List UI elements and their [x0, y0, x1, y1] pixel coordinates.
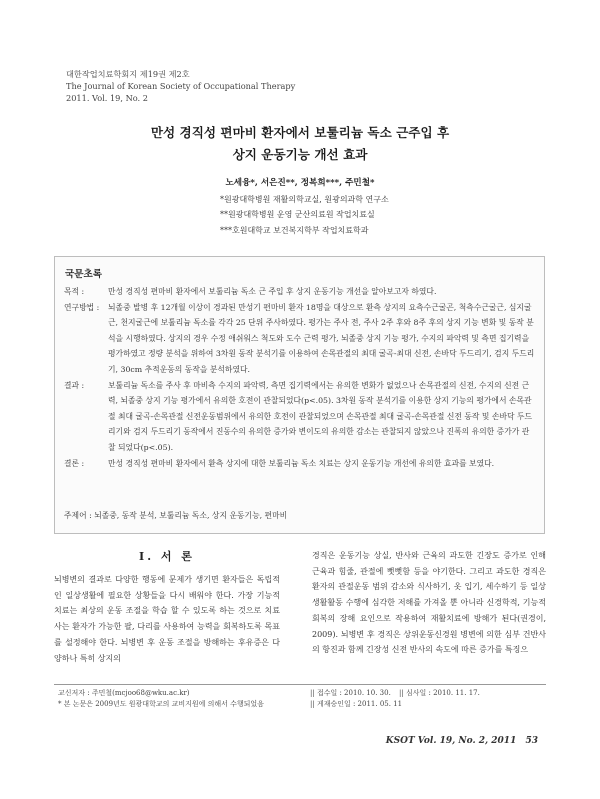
submission-dates — [310, 688, 550, 699]
result-label: 결과 : — [64, 380, 85, 390]
result-text: 보툴리늄 독소를 주사 후 마비측 수지의 파악력, 측면 집기력에서는 유의한 변화가 없었으나 손목관절의 신전, 수지의 신전 근력, 뇌졸중 상지 기능 평가에서 유의한 호전이 관찰되었다(p<.05). 3차원 동작 분석기를 이용한 상지 기능의 평가에서 손목관절 최대 굴곡-손목관절 신전운동범위에서 유의한 호전이 관찰되었으며 손목관절 최대 굴곡-손목관절 신전 동작 및 손바닥 두드리기와 검지 두드리기 동작에서 진동수의 유의한 증가와 변이도의 유의한 감소는 관찰되지 않았으나 진폭의 유의한 증가가 관찰 되었다(p<.05). — [108, 380, 533, 452]
keywords-text: 뇌졸중, 동작 분석, 보툴리늄 독소, 상지 운동기능, 편마비 — [94, 511, 288, 520]
abstract-box — [54, 256, 545, 534]
introduction-left-column: 뇌병변의 결과로 다양한 행동에 문제가 생기면 환자들은 독립적인 일상생활에 필요한 상황들을 다시 배워야 한다. 가장 기능적 치료는 최상의 운동 조절을 학습 할 수 있도록 하는 것으로 치료사는 환자가 가능한 팔, 다리를 사용하여 능력을 회복하도록 목표를 설정해야 한다. 뇌병변 후 운동 조절을 방해하는 후유증은 다양하나 특히 상지의 — [54, 575, 280, 663]
footer-journal: KSOT Vol. 19, No. 2, 2011 — [385, 736, 517, 746]
method-label: 연구방법 : — [64, 302, 100, 312]
affiliation-list — [220, 192, 480, 238]
conclusion-text: 만성 경직성 편마비 환자에서 환측 상지에 대한 보툴리늄 독소 치료는 상지 운동기능 개선에 유의한 효과를 보였다. — [108, 458, 495, 468]
keywords-label: 주제어 : — [64, 511, 92, 520]
conclusion-label: 결론 : — [64, 458, 85, 468]
corresponding-author: 교신저자 : 주민철(mcjoo68@wku.ac.kr) — [58, 689, 190, 697]
method-text: 뇌졸중 발병 후 12개월 이상이 경과된 만성기 편마비 환자 18명을 대상으로 환측 상지의 요측수근굴곤, 척측수근굴근, 심지굴근, 천지굴근에 보툴리늄 독소를 각각 25 단위 주사하였다. 평가는 주사 전, 주사 2주 후와 8주 후의 상지 기능 변화 및 동작 분석을 시행하였다. 상지의 경우 수정 애쉬워스 척도와 도수 근력 평가, 뇌졸중 상지 기능 평가, 수지의 파악력 및 측면 집기력을 평가하였고 정량 분석을 위하여 3차원 동작 분석기를 이용하여 손목관절의 최대 굴곡-최대 신전, 손바닥 두드리기, 검지 두드리기, 30cm 추적운동의 동작을 분석하였다. — [108, 302, 535, 374]
affiliation-3: ***호원대학교 보건복지학부 작업치료학과 — [220, 225, 369, 235]
reviewed-date: || 심사일 : 2010. 11. 17. — [399, 689, 480, 697]
received-date: || 접수일 : 2010. 10. 30. — [310, 689, 391, 697]
abstract-conclusion — [64, 456, 536, 472]
page-number: 53 — [525, 736, 538, 746]
abstract-purpose — [64, 284, 536, 300]
journal-korean-title: 대한작업치료학회지 제19권 제2호 — [66, 69, 190, 79]
journal-header — [66, 68, 366, 104]
abstract-heading: 국문초록 — [65, 269, 103, 280]
title-line-2: 상지 운동기능 개선 효과 — [232, 147, 368, 162]
footnotes-left — [58, 688, 310, 710]
introduction-heading: Ⅰ. 서 론 — [139, 550, 195, 563]
accepted-date: || 게재승인일 : 2011. 05. 11 — [310, 700, 403, 708]
abstract-body — [64, 284, 536, 471]
footnote-divider — [54, 684, 546, 685]
purpose-label: 목적 : — [64, 287, 85, 296]
introduction-right-column: 경직은 운동기능 상실, 반사와 근육의 과도한 긴장도 증가로 인해 근육과 힘줄, 관절에 뻣뻣함 등을 야기한다. 그리고 과도한 경직은 환자의 관절운동 범위 감소와 식사하기, 옷 입기, 세수하기 등 일상생활활동 수행에 심각한 저해를 가져올 뿐 아니라 신경학적, 기능적 회복의 장해 요인으로 작용하여 재활치료에 방해가 된다(권경이, 2009). 뇌병변 후 경직은 상위운동신경원 병변에 의한 심부 건반사의 항진과 함께 긴장성 신전 반사의 속도에 따른 증가를 특징으 — [312, 551, 546, 655]
journal-english-title: The Journal of Korean Society of Occupational Therapy — [66, 81, 296, 91]
affiliation-2: **원광대학병원 운영 군산의료원 작업치료실 — [220, 210, 375, 220]
title-line-1: 만성 경직성 편마비 환자에서 보툴리늄 독소 근주입 후 — [150, 125, 450, 140]
author-list: 노세융*, 서은진**, 정복희***, 주민철* — [225, 178, 375, 188]
footnotes-right — [310, 688, 550, 710]
purpose-text: 만성 경직성 편마비 환자에서 보툴리늄 독소 근 주입 후 상지 운동기능 개선을 알아보고자 하였다. — [108, 287, 437, 296]
affiliation-1: *원광대학병원 재활의학교실, 원광의과학 연구소 — [220, 195, 389, 204]
abstract-method — [64, 300, 536, 378]
page-footer — [386, 736, 538, 746]
paper-title — [40, 122, 560, 166]
keywords-line — [64, 510, 287, 521]
abstract-result — [64, 378, 536, 456]
journal-volume: 2011. Vol. 19, No. 2 — [66, 93, 148, 103]
funding-note: * 본 논문은 2009년도 원광대학교의 교비지원에 의해서 수행되었음 — [58, 700, 264, 708]
